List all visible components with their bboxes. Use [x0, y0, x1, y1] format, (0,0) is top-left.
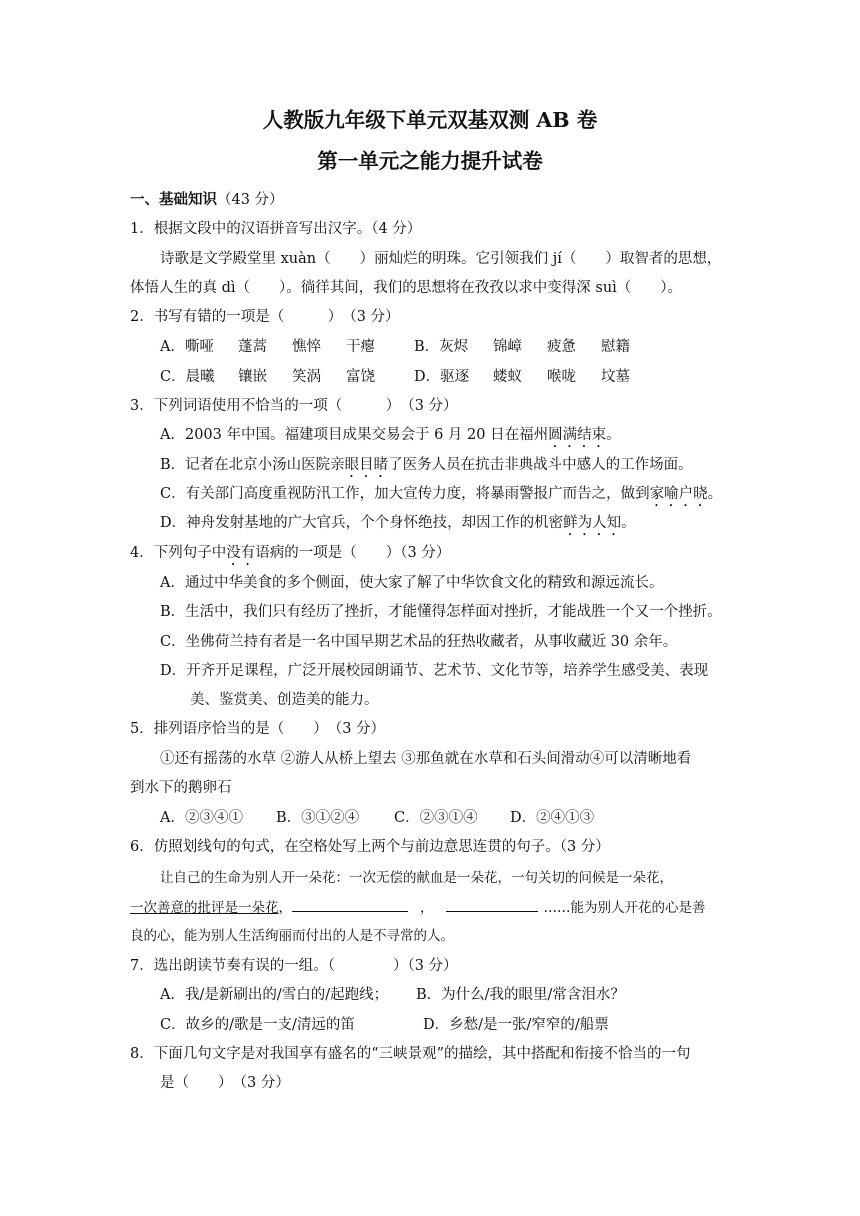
q2-word: 喉咙: [547, 369, 576, 385]
q3-option-a: [160, 425, 860, 451]
paper-subtitle: 第一单元之能力提升试卷: [317, 149, 543, 173]
q5-stem: 5．排列语序恰当的是（ ） （3 分）: [130, 721, 386, 737]
q7-option-d: D．乡愁/是一张/窄窄的/船票: [423, 1017, 609, 1033]
q3-text: 。: [621, 515, 636, 531]
q6-text: ，: [420, 900, 434, 916]
q4-emphasis: 没有: [226, 545, 256, 561]
q7-options-row2: [160, 1015, 860, 1035]
q2-option-b: B．灰烬: [414, 339, 469, 355]
q6-underlined-sentence: 一次善意的批评是一朵花: [130, 900, 279, 916]
q3-text: 。: [707, 486, 723, 502]
q5-option-c: C．②③①④: [394, 810, 478, 826]
q2-word: 坟墓: [601, 369, 630, 385]
q2-word: 干瘪: [346, 339, 375, 355]
q3-option-c: [160, 484, 860, 510]
q2-options-row1: [160, 337, 860, 357]
q2-option-d: D．驱逐: [414, 369, 470, 385]
section-title: 一、基础知识: [130, 191, 217, 208]
q6-passage-line1: 让自己的生命为别人开一朵花：一次无偿的献血是一朵花，一句关切的问候是一朵花，: [160, 870, 673, 886]
q1-stem: 1．根据文段中的汉语拼音写出汉字。（4 分）: [130, 221, 422, 237]
q2-word: 蓬蒿: [238, 339, 267, 355]
q2-word: 镶嵌: [238, 369, 267, 385]
q3-text: 了医务人员在抗击非典战斗中感人的工作场面。: [388, 457, 693, 473]
q7-option-b: B．为什么/我的眼里/常含泪水？: [416, 987, 625, 1003]
q3-text: D．神舟发射基地的广大官兵，个个身怀绝技，却因工作的机密: [160, 515, 564, 531]
q4-option-a: A．通过中华美食的多个侧面，使大家了解了中华饮食文化的精致和源远流长。: [160, 575, 664, 591]
q3-target-word: 家喻户晓: [649, 486, 708, 502]
q3-option-b: [160, 455, 860, 481]
q6-text: ，: [278, 900, 292, 916]
q4-stem: [130, 543, 860, 569]
q5-option-b: B．③①②④: [276, 810, 360, 826]
q2-word: 憔悴: [292, 339, 321, 355]
q4-option-d-line2: 美、鉴赏美、创造美的能力。: [190, 692, 379, 708]
q3-text: 。: [606, 427, 621, 443]
q4-option-b: B．生活中，我们只有经历了挫折，才能懂得怎样面对挫折，才能战胜一个又一个挫折。: [160, 604, 722, 620]
q2-word: 锦嶂: [493, 339, 522, 355]
section-score: （43 分）: [217, 192, 284, 208]
q2-word: 富饶: [346, 369, 375, 385]
q5-option-a: A．②③④①: [160, 810, 243, 826]
q7-stem: 7．选出朗读节奏有误的一组。（ ）（3 分）: [130, 958, 458, 974]
q4-text: 4．下列句子中: [130, 545, 227, 561]
q5-passage-line1: ①还有摇荡的水草 ②游人从桥上望去 ③那鱼就在水草和石头间滑动④可以清晰地看: [160, 751, 692, 767]
q3-target-word: 圆满结束: [548, 427, 607, 443]
q3-target-word: 鲜为人知: [563, 515, 622, 531]
q6-passage-line2: [130, 897, 860, 918]
q5-options: [160, 808, 860, 828]
answer-blank-1[interactable]: [292, 897, 408, 912]
q2-word: 蝼蚁: [493, 369, 522, 385]
q3-text: C．有关部门高度重视防汛工作，加大宣传力度，将暴雨警报广而告之，做到: [160, 486, 650, 502]
paper-title: 人教版九年级下单元双基双测 AB 卷: [262, 108, 598, 132]
q5-passage-line2: 到水下的鹅卵石: [130, 780, 232, 796]
section-heading: [130, 190, 860, 210]
q8-stem-line1: 8．下面几句文字是对我国享有盛名的“三峡景观”的描绘，其中搭配和衔接不恰当的一句: [130, 1046, 691, 1062]
q3-text: A．2003 年中国。福建项目成果交易会于 6 月 20 日在福州: [160, 427, 549, 443]
q1-passage-line1: 诗歌是文学殿堂里 xuàn（ ）丽灿烂的明珠。它引领我们 jí（ ）取智者的思想，: [160, 251, 722, 267]
q2-stem: 2．书写有错的一项是（ ） （3 分）: [130, 309, 400, 325]
q2-word: 疲惫: [547, 339, 576, 355]
answer-blank-2[interactable]: [446, 897, 538, 912]
q4-text: 语病的一项是（ ）（3 分）: [255, 545, 451, 561]
q5-option-d: D．②④①③: [510, 810, 595, 826]
q2-word: 笑涡: [292, 369, 321, 385]
q6-text: ……能为别人开花的心是善: [543, 900, 706, 916]
q3-text: B．记者在北京小汤山医院亲: [160, 457, 345, 473]
q2-word: 慰籍: [601, 339, 630, 355]
q7-option-c: C．故乡的/歌是一支/清远的笛: [160, 1017, 355, 1033]
q2-option-c: C．晨曦: [160, 369, 215, 385]
q4-option-d-line1: D．开齐开足课程，广泛开展校园朗诵节、艺术节、文化节等，培养学生感受美、表现: [160, 663, 709, 679]
q6-stem: 6．仿照划线句的句式，在空格处写上两个与前边意思连贯的句子。（3 分）: [130, 839, 610, 855]
q3-stem: 3．下列词语使用不恰当的一项（ ） （3 分）: [130, 398, 458, 414]
q1-passage-line2: 体悟人生的真 dì（ ）。徜徉其间，我们的思想将在孜孜以求中变得深 suì（ ）。: [130, 280, 683, 296]
q4-option-c: C．坐佛荷兰持有者是一名中国早期艺术品的狂热收藏者，从事收藏近 30 余年。: [160, 634, 678, 650]
q7-options-row1: [160, 985, 860, 1005]
q3-target-word: 眼目睹: [344, 457, 389, 473]
q3-option-d: [160, 513, 860, 539]
q6-passage-line3: 良的心，能为别人生活绚丽而付出的人是不寻常的人。: [130, 928, 454, 944]
q2-option-a: A．嘶哑: [160, 339, 214, 355]
q2-options-row2: [160, 367, 860, 387]
q8-stem-line2: 是（ ） （3 分）: [160, 1075, 290, 1091]
q7-option-a: A．我/是新刷出的/雪白的/起跑线；: [160, 987, 389, 1003]
